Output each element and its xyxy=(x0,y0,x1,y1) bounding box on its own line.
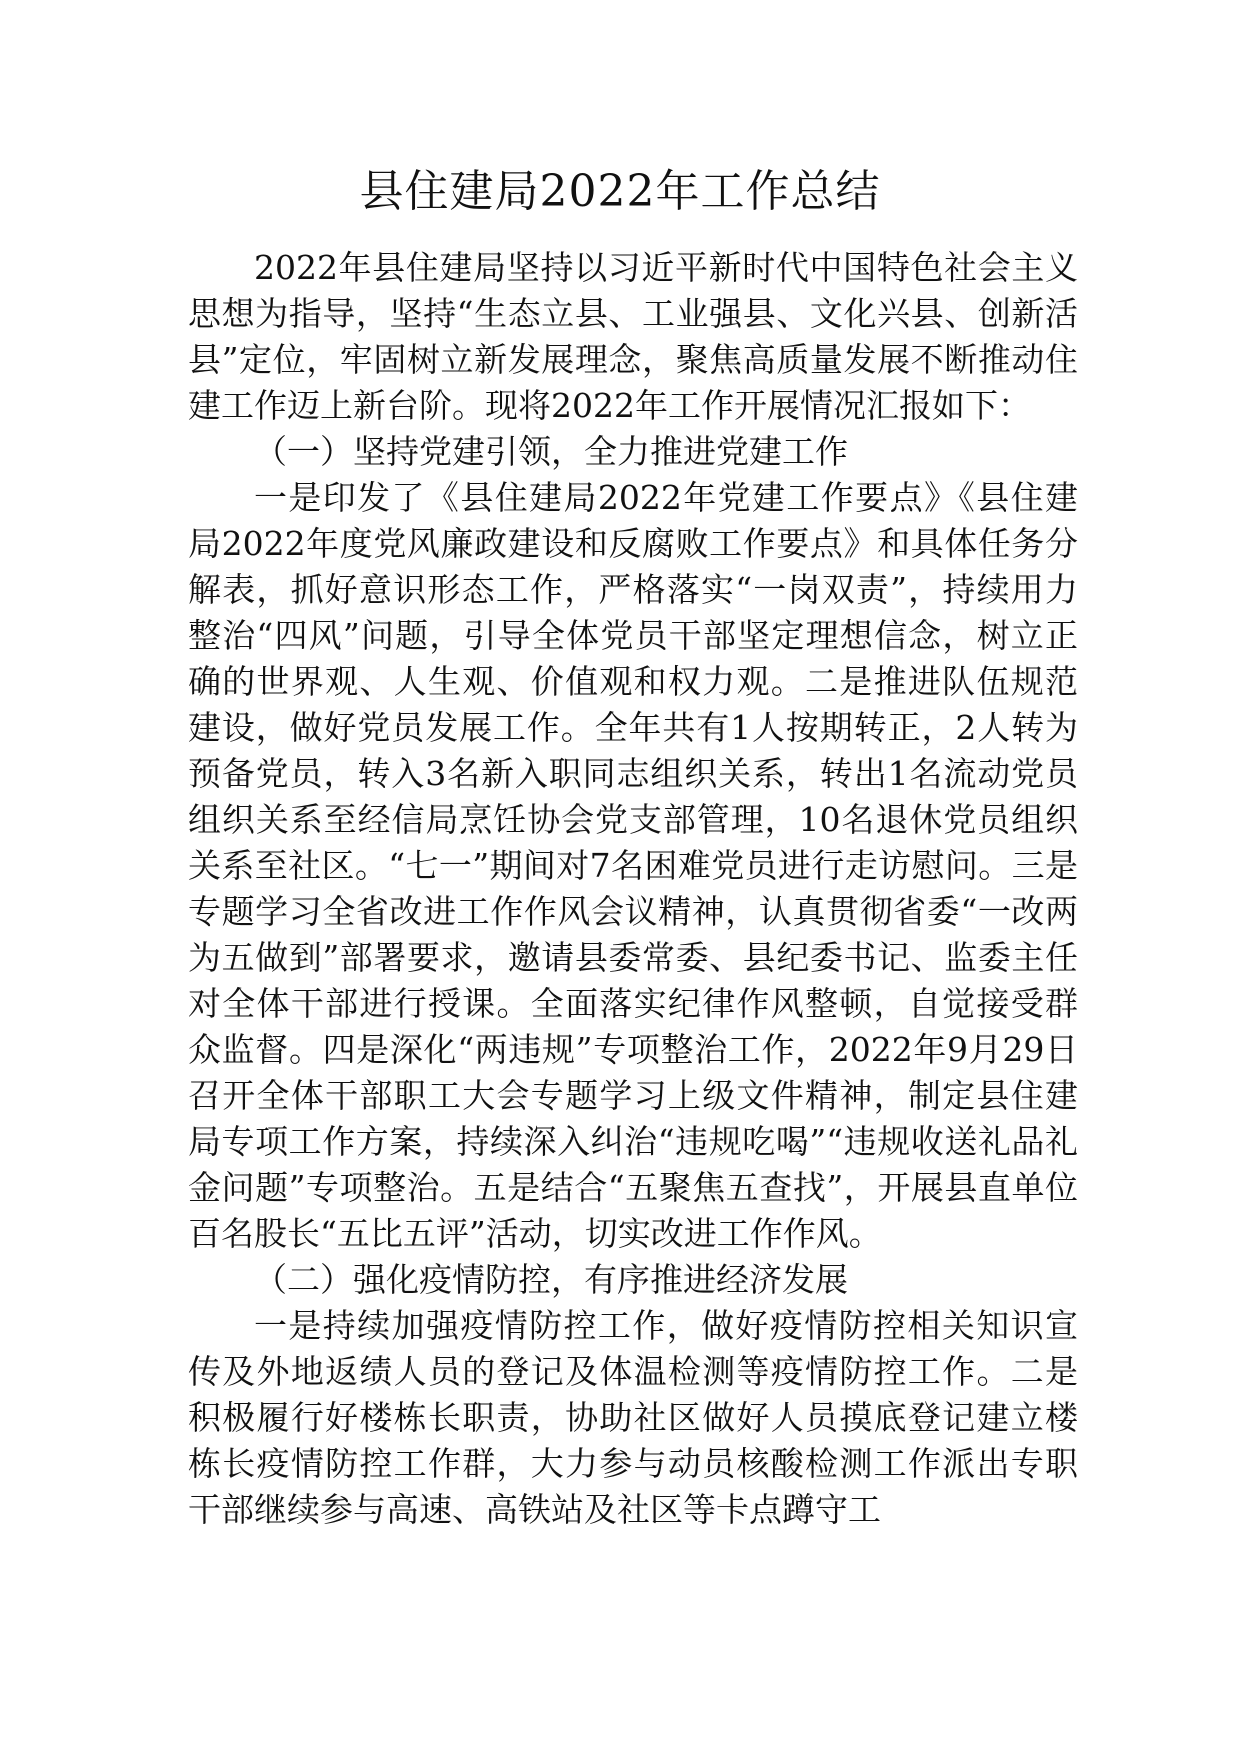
section-2-paragraph: 一是持续加强疫情防控工作，做好疫情防控相关知识宣传及外地返绩人员的登记及体温检测等疫情防控工作。二是积极履行好楼栋长职责，协助社区做好人员摸底登记建立楼栋长疫情防控工作群，大力参与动员核酸检测工作派出专职干部继续参与高速、高铁站及社区等卡点蹲守工 xyxy=(188,1306,1078,1529)
section-1-heading: （一）坚持党建引领，全力推进党建工作 xyxy=(254,432,848,471)
section-2-heading: （二）强化疫情防控，有序推进经济发展 xyxy=(254,1260,848,1299)
document-body xyxy=(188,245,1078,1533)
document-title: 县住建局2022年工作总结 xyxy=(359,166,881,217)
intro-paragraph: 2022年县住建局坚持以习近平新时代中国特色社会主义思想为指导，坚持“生态立县、工业强县、文化兴县、创新活县”定位，牢固树立新发展理念，聚焦高质量发展不断推动住建工作迈上新台阶。现将2022年工作开展情况汇报如下： xyxy=(188,248,1078,425)
section-1-paragraph: 一是印发了《县住建局2022年党建工作要点》《县住建局2022年度党风廉政建设和反腐败工作要点》和具体任务分解表，抓好意识形态工作，严格落实“一岗双责”，持续用力整治“四风”问题，引导全体党员干部坚定理想信念，树立正确的世界观、人生观、价值观和权力观。二是推进队伍规范建设，做好党员发展工作。全年共有1人按期转正，2人转为预备党员，转入3名新入职同志组织关系，转出1名流动党员组织关系至经信局烹饪协会党支部管理，10名退休党员组织关系至社区。“七一”期间对7名困难党员进行走访慰问。三是专题学习全省改进工作作风会议精神，认真贯彻省委“一改两为五做到”部署要求，邀请县委常委、县纪委书记、监委主任对全体干部进行授课。全面落实纪律作风整顿，自觉接受群众监督。四是深化“两违规”专项整治工作，2022年9月29日召开全体干部职工大会专题学习上级文件精神，制定县住建局专项工作方案，持续深入纠治“违规吃喝”“违规收送礼品礼金问题”专项整治。五是结合“五聚焦五查找”，开展县直单位百名股长“五比五评”活动，切实改进工作作风。 xyxy=(188,478,1078,1253)
